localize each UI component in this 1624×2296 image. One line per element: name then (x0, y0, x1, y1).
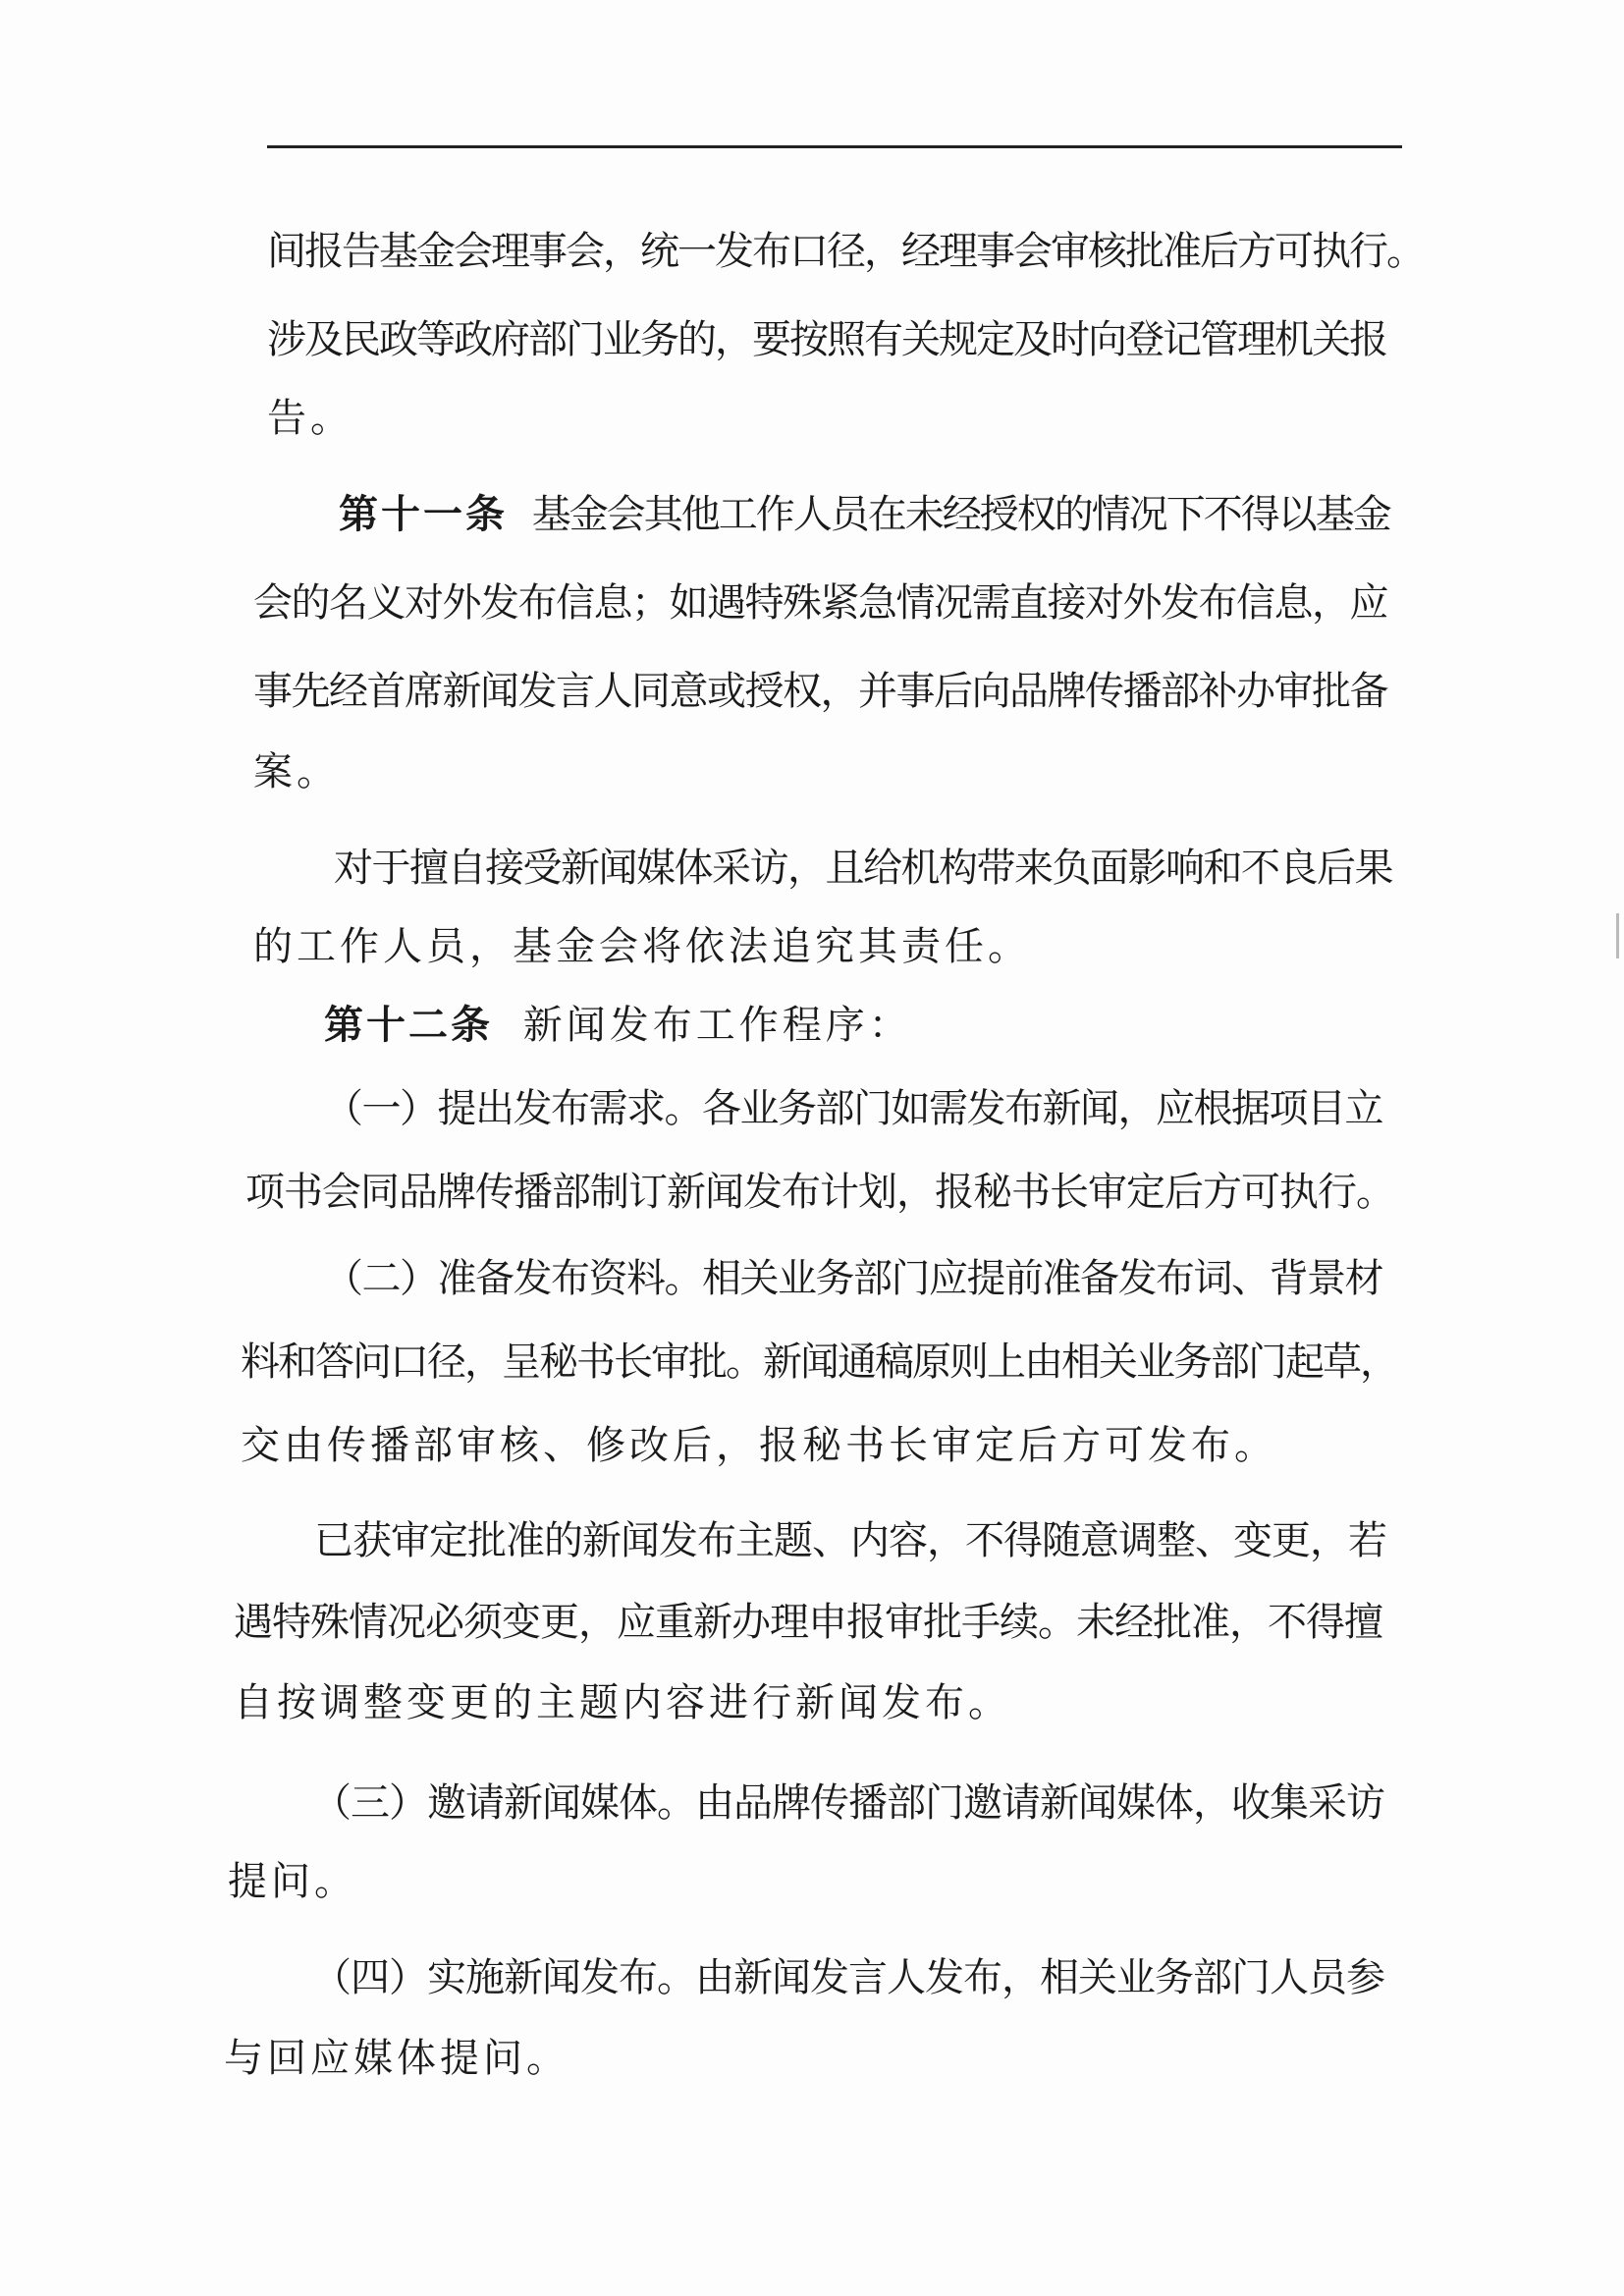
paragraph-line: 交由传播部审核、修改后，报秘书长审定后方可发布。 (241, 1423, 1277, 1468)
paragraph-line: （四）实施新闻发布。由新闻发言人发布，相关业务部门人员参 (312, 1955, 1384, 2000)
paragraph-line: 提问。 (228, 1859, 357, 1904)
article-11-line (339, 491, 1390, 538)
paragraph-line: 项书会同品牌传播部制订新闻发布计划，报秘书长审定后方可执行。 (245, 1170, 1394, 1215)
paragraph-line: 间报告基金会理事会，统一发布口径，经理事会审核批准后方可执行。 (267, 229, 1424, 274)
article-11-text: 基金会其他工作人员在未经授权的情况下不得以基金 (531, 492, 1390, 537)
paragraph-line: 告。 (267, 396, 353, 441)
article-12-text: 新闻发布工作程序： (522, 1003, 912, 1048)
paragraph-line: （二）准备发布资料。相关业务部门应提前准备发布词、背景材 (324, 1256, 1382, 1301)
paragraph-line: 遇特殊情况必须变更，应重新办理申报审批手续。未经批准，不得擅 (234, 1600, 1382, 1645)
paragraph-line: 会的名义对外发布信息；如遇特殊紧急情况需直接对外发布信息，应 (253, 580, 1387, 626)
paragraph-line: （三）邀请新闻媒体。由品牌传播部门邀请新闻媒体，收集采访 (312, 1780, 1384, 1826)
paragraph-line: （一）提出发布需求。各业务部门如需发布新闻，应根据项目立 (324, 1086, 1382, 1131)
paragraph-line: 事先经首席新闻发言人同意或授权，并事后向品牌传播部补办审批备 (253, 669, 1387, 714)
paragraph-line: 对于擅自接受新闻媒体采访，且给机构带来负面影响和不良后果 (334, 846, 1392, 891)
paragraph-line: 与回应媒体提问。 (224, 2036, 569, 2081)
header-rule (267, 145, 1402, 148)
paragraph-line: 的工作人员，基金会将依法追究其责任。 (253, 924, 1031, 969)
article-11-heading: 第十一条 (339, 492, 508, 537)
paragraph-line: 涉及民政等政府部门业务的，要按照有关规定及时向登记管理机关报 (267, 317, 1386, 362)
paragraph-line: 料和答问口径，呈秘书长审批。新闻通稿原则上由相关业务部门起草， (241, 1339, 1397, 1385)
paragraph-line: 已获审定批准的新闻发布主题、内容，不得随意调整、变更，若 (314, 1518, 1386, 1563)
article-12-line (324, 1002, 912, 1049)
article-12-heading: 第十二条 (324, 1003, 493, 1048)
paragraph-line: 自按调整变更的主题内容进行新闻发布。 (234, 1680, 1011, 1725)
scan-edge-mark (1616, 913, 1619, 958)
paragraph-line: 案。 (253, 749, 340, 794)
